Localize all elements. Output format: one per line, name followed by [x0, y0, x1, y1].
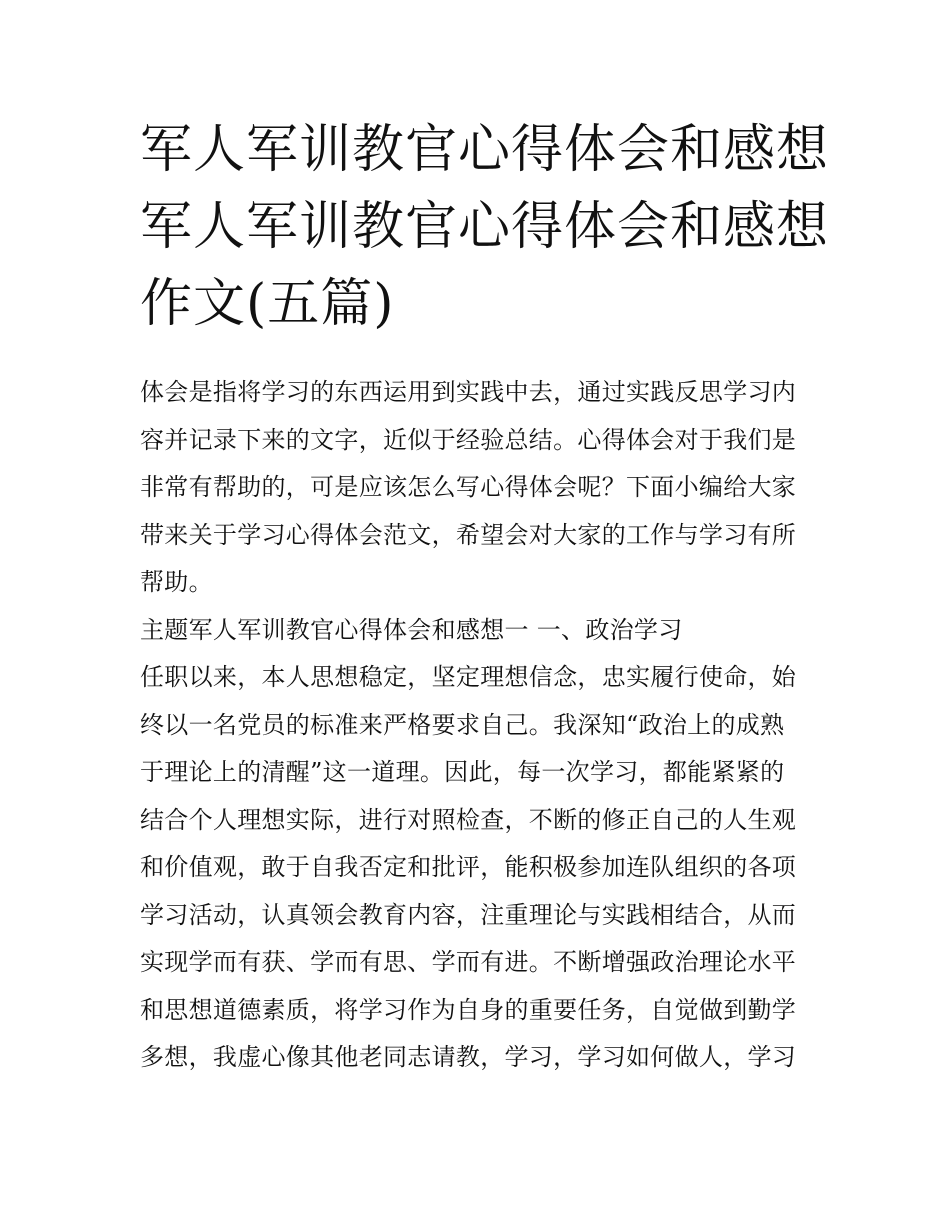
paragraph-line: 和价值观，敢于自我否定和批评，能积极参加连队组织的各项 [140, 853, 797, 881]
document-page [140, 112, 830, 1082]
paragraph-line: 终以一名党员的标准来严格要求自己。我深知“政治上的成熟 [140, 710, 785, 739]
title-line: 军人军训教官心得体会和感想 [140, 197, 830, 257]
paragraph-line: 带来关于学习心得体会范文，希望会对大家的工作与学习有所 [140, 520, 797, 549]
title-line: 作文(五篇) [140, 274, 395, 334]
intro-paragraph [140, 369, 820, 607]
paragraph-line: 非常有帮助的，可是应该怎么写心得体会呢？下面小编给大家 [140, 473, 797, 501]
document-title [140, 112, 830, 343]
paragraph-line: 实现学而有获、学而有思、学而有进。不断增强政治理论水平 [140, 948, 797, 976]
title-line: 军人军训教官心得体会和感想 [140, 120, 830, 180]
paragraph-line: 学习活动，认真领会教育内容，注重理论与实践相结合，从而 [140, 900, 797, 929]
section-politics [140, 607, 820, 1082]
paragraph-line: 于理论上的清醒”这一道理。因此，每一次学习，都能紧紧的 [140, 758, 785, 786]
paragraph-line: 任职以来，本人思想稳定，坚定理想信念，忠实履行使命，始 [140, 663, 797, 691]
paragraph-line: 容并记录下来的文字，近似于经验总结。心得体会对于我们是 [140, 425, 797, 454]
paragraph-line: 和思想道德素质，将学习作为自身的重要任务，自觉做到勤学 [140, 995, 797, 1024]
paragraph-line: 结合个人理想实际，进行对照检查，不断的修正自己的人生观 [140, 805, 797, 834]
section-heading: 主题军人军训教官心得体会和感想一 一、政治学习 [140, 615, 683, 644]
paragraph-line: 多想，我虚心像其他老同志请教，学习，学习如何做人，学习 [140, 1043, 797, 1071]
paragraph-line: 体会是指将学习的东西运用到实践中去，通过实践反思学习内 [140, 378, 797, 406]
paragraph-line: 帮助。 [140, 568, 213, 596]
